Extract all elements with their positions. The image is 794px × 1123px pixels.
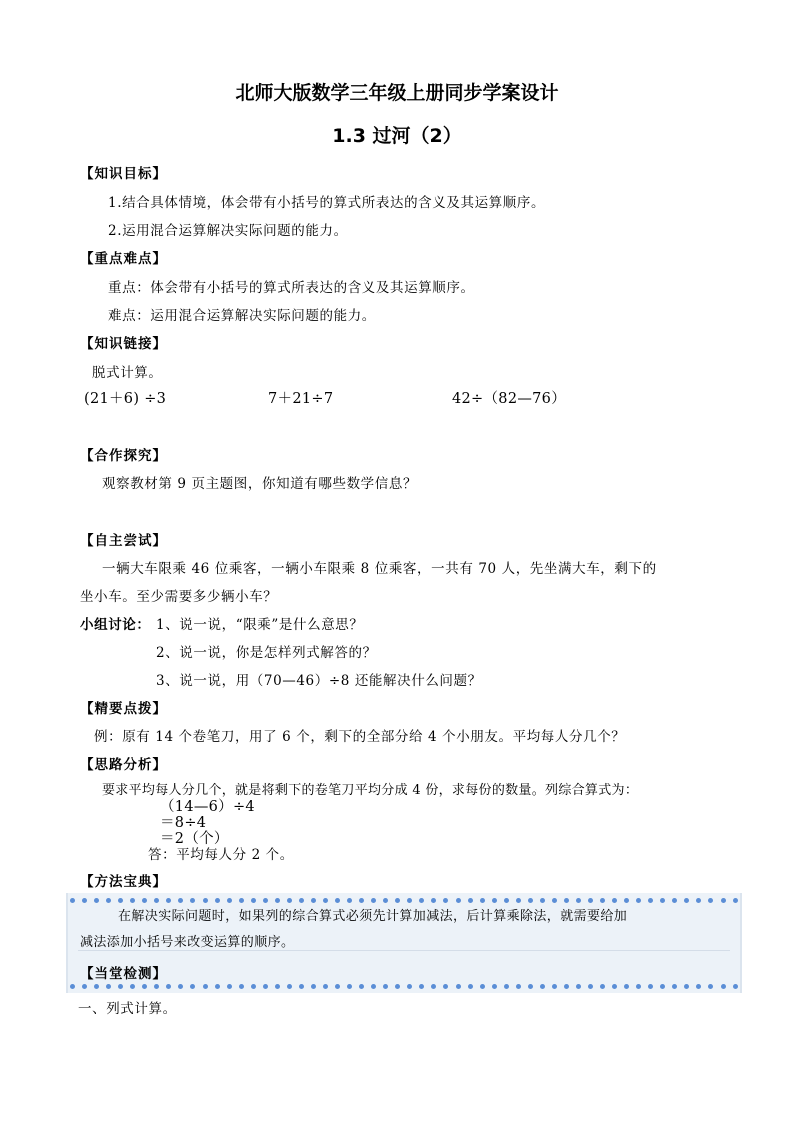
border-dot xyxy=(612,898,617,903)
border-dot xyxy=(203,984,208,989)
border-dot xyxy=(239,984,244,989)
border-dot xyxy=(82,984,87,989)
border-dot xyxy=(419,898,424,903)
border-dot xyxy=(287,898,292,903)
border-dot xyxy=(468,984,473,989)
key-point: 重点：体会带有小括号的算式所表达的含义及其运算顺序。 xyxy=(108,280,475,296)
border-dot xyxy=(335,984,340,989)
border-dot xyxy=(480,984,485,989)
problem-line-1: 一辆大车限乘 46 位乘客，一辆小车限乘 8 位乘客，一共有 70 人，先坐满大车，剩下的 xyxy=(102,561,657,577)
dotted-border-bottom xyxy=(68,979,740,993)
method-line-2: 减法添加小括号来改变运算的顺序。 xyxy=(80,935,295,950)
border-dot xyxy=(733,984,738,989)
border-dot xyxy=(480,898,485,903)
border-dot xyxy=(696,898,701,903)
border-dot xyxy=(178,898,183,903)
discussion-item-3: 3、说一说，用（70—46）÷8 还能解决什么问题？ xyxy=(156,673,482,689)
analysis-text: 要求平均每人分几个，就是将剩下的卷笔刀平均分成 4 份，求每份的数量。列综合算式为： xyxy=(102,783,639,798)
border-dot xyxy=(106,898,111,903)
border-dot xyxy=(684,898,689,903)
border-dot xyxy=(106,984,111,989)
border-dot xyxy=(443,898,448,903)
border-dot xyxy=(612,984,617,989)
self-try-heading: 【自主尝试】 xyxy=(80,533,167,549)
objective-item-2: 2.运用混合运算解决实际问题的能力。 xyxy=(108,223,348,239)
border-dot xyxy=(94,984,99,989)
explore-heading: 【合作探究】 xyxy=(80,448,167,464)
border-dot xyxy=(516,898,521,903)
border-dot xyxy=(672,984,677,989)
border-dot xyxy=(721,898,726,903)
discussion-label: 小组讨论： xyxy=(80,617,151,633)
border-dot xyxy=(130,898,135,903)
border-dot xyxy=(456,898,461,903)
border-dot xyxy=(118,898,123,903)
border-dot xyxy=(166,984,171,989)
border-dot xyxy=(660,898,665,903)
border-dot xyxy=(395,898,400,903)
discussion-item-1: 1、说一说，“限乘”是什么意思？ xyxy=(156,617,364,633)
border-dot xyxy=(600,898,605,903)
border-dot xyxy=(275,898,280,903)
border-dot xyxy=(130,984,135,989)
check-heading: 【当堂检测】 xyxy=(80,966,167,982)
problem-line-2: 坐小车。至少需要多少辆小车？ xyxy=(80,589,278,605)
method-heading: 【方法宝典】 xyxy=(80,874,167,890)
border-dot xyxy=(733,898,738,903)
border-dot xyxy=(672,898,677,903)
border-dot xyxy=(203,898,208,903)
border-dot xyxy=(383,898,388,903)
border-dot xyxy=(371,984,376,989)
border-dot xyxy=(528,898,533,903)
border-dot xyxy=(528,984,533,989)
border-dot xyxy=(395,984,400,989)
border-dot xyxy=(227,984,232,989)
border-dot xyxy=(588,984,593,989)
border-dot xyxy=(624,898,629,903)
border-dot xyxy=(287,984,292,989)
border-dot xyxy=(311,898,316,903)
border-dot xyxy=(443,984,448,989)
border-dot xyxy=(70,984,75,989)
border-dot xyxy=(516,984,521,989)
discussion-item-2: 2、说一说，你是怎样列式解答的？ xyxy=(156,645,377,661)
border-dot xyxy=(359,984,364,989)
border-dot xyxy=(275,984,280,989)
border-dot xyxy=(684,984,689,989)
difficult-point: 难点：运用混合运算解决实际问题的能力。 xyxy=(108,308,376,324)
border-dot xyxy=(492,898,497,903)
border-dot xyxy=(227,898,232,903)
expression-2: 7＋21÷7 xyxy=(268,391,334,407)
border-dot xyxy=(359,898,364,903)
border-dot xyxy=(371,898,376,903)
check-item-1: 一、列式计算。 xyxy=(78,1001,177,1017)
border-dot xyxy=(431,984,436,989)
border-dot xyxy=(407,984,412,989)
border-dot xyxy=(468,898,473,903)
expression-3: 42÷（82—76） xyxy=(452,391,567,407)
border-dot xyxy=(335,898,340,903)
border-dot xyxy=(504,898,509,903)
border-dot xyxy=(648,898,653,903)
border-dot xyxy=(419,984,424,989)
border-dot xyxy=(154,898,159,903)
border-dot xyxy=(323,898,328,903)
key-points-heading: 【重点难点】 xyxy=(80,251,167,267)
border-dot xyxy=(564,984,569,989)
border-dot xyxy=(636,984,641,989)
border-dot xyxy=(215,898,220,903)
border-dot xyxy=(721,984,726,989)
border-dot xyxy=(708,898,713,903)
border-dot xyxy=(540,984,545,989)
border-dot xyxy=(154,984,159,989)
border-dot xyxy=(251,898,256,903)
border-dot xyxy=(492,984,497,989)
border-dot xyxy=(552,984,557,989)
border-dot xyxy=(708,984,713,989)
link-heading: 【知识链接】 xyxy=(80,336,167,352)
border-dot xyxy=(94,898,99,903)
analysis-answer: 答：平均每人分 2 个。 xyxy=(148,847,294,863)
border-dot xyxy=(648,984,653,989)
border-dot xyxy=(347,984,352,989)
border-dot xyxy=(299,898,304,903)
border-dot xyxy=(142,898,147,903)
border-dot xyxy=(82,898,87,903)
calc-step-1: （14—6）÷4 xyxy=(160,799,255,815)
border-dot xyxy=(347,898,352,903)
border-dot xyxy=(239,898,244,903)
border-dot xyxy=(588,898,593,903)
border-dot xyxy=(118,984,123,989)
explore-text: 观察教材第 9 页主题图，你知道有哪些数学信息？ xyxy=(102,476,418,492)
link-instruction: 脱式计算。 xyxy=(92,365,163,381)
border-dot xyxy=(190,898,195,903)
border-dot xyxy=(166,898,171,903)
border-dot xyxy=(600,984,605,989)
calc-step-2: ＝8÷4 xyxy=(160,815,207,831)
expression-1: (21＋6) ÷3 xyxy=(84,391,167,407)
border-dot xyxy=(564,898,569,903)
border-dot xyxy=(142,984,147,989)
border-dot xyxy=(456,984,461,989)
border-dot xyxy=(263,898,268,903)
objectives-heading: 【知识目标】 xyxy=(80,166,167,182)
method-line-1: 在解决实际问题时，如果列的综合算式必须先计算加减法，后计算乘除法，就需要给加 xyxy=(118,909,628,924)
border-dot xyxy=(431,898,436,903)
border-dot xyxy=(696,984,701,989)
border-dot xyxy=(576,984,581,989)
page-title: 北师大版数学三年级上册同步学案设计 xyxy=(235,82,559,104)
border-dot xyxy=(383,984,388,989)
border-dot xyxy=(552,898,557,903)
tips-heading: 【精要点拨】 xyxy=(80,701,167,717)
page-subtitle: 1.3 过河（2） xyxy=(332,125,462,147)
border-dot xyxy=(251,984,256,989)
border-dot xyxy=(311,984,316,989)
border-dot xyxy=(407,898,412,903)
border-dot xyxy=(299,984,304,989)
border-dot xyxy=(504,984,509,989)
border-dot xyxy=(576,898,581,903)
border-dot xyxy=(540,898,545,903)
border-dot xyxy=(215,984,220,989)
border-dot xyxy=(323,984,328,989)
border-dot xyxy=(70,898,75,903)
tips-example: 例：原有 14 个卷笔刀，用了 6 个，剩下的全部分给 4 个小朋友。平均每人分几个？ xyxy=(94,729,626,745)
method-box-divider xyxy=(78,950,730,951)
border-dot xyxy=(660,984,665,989)
calc-step-3: ＝2（个） xyxy=(160,831,229,847)
border-dot xyxy=(624,984,629,989)
objective-item-1: 1.结合具体情境，体会带有小括号的算式所表达的含义及其运算顺序。 xyxy=(108,195,546,211)
border-dot xyxy=(263,984,268,989)
border-dot xyxy=(636,898,641,903)
border-dot xyxy=(190,984,195,989)
analysis-heading: 【思路分析】 xyxy=(80,757,167,773)
border-dot xyxy=(178,984,183,989)
